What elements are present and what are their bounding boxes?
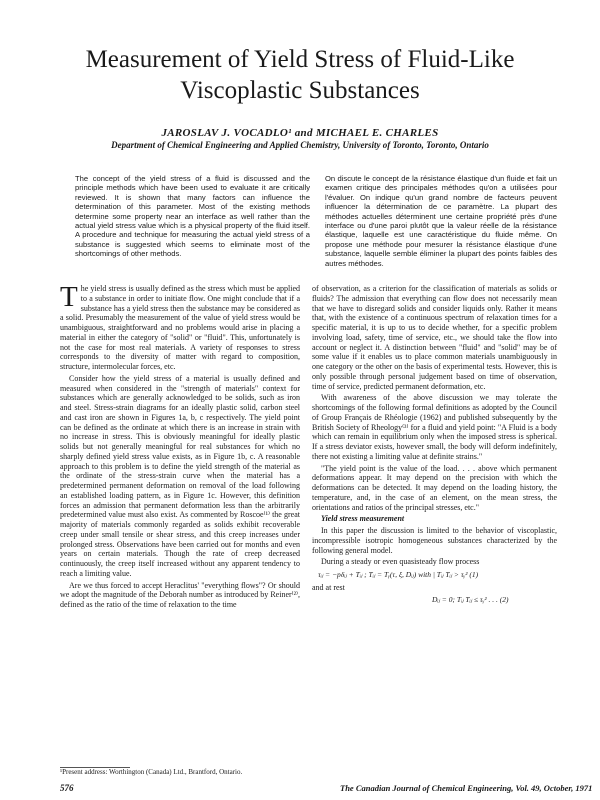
body-paragraph: of observation, as a criterion for the classification of materials as solids or fluids? The admission that everything can flow does not necessarily mean that we have to disregard solids and consider liquids only. Rather it means that, with the existence of a continuous spectrum of relaxation times for a specific material, it is up to us to decide whether, for a specific problem involving load, safety, time of service, etc., we should take the flow into account or neglect it. A distinction between "fluid" and "solid" may be of some value if it enables us to place common materials unambiguously in one category or the other on the basis of experimental tests. However, this is only possible through personal judgement based on time of observation, time of service, predicted permanent deformation, etc.: [312, 284, 557, 391]
page-number: 576: [60, 783, 74, 793]
body-paragraph: With awareness of the above discussion we may tolerate the shortcomings of the following formal definitions as adopted by the Council of Group Français de Rhéologie (1962) and published subsequently by the British Society of Rheology⁽³⁾ for a fluid and yield point: "A Fluid is a body which can remain in equilibrium only when the imposed stress is spherical. If a stress deviator exists, however small, the body will deform indefinitely, there not existing a limiting value at definite strains.": [312, 393, 557, 461]
footnote: ¹Present address: Worthington (Canada) Ltd., Brantford, Ontario.: [60, 768, 243, 776]
affiliation-line: Department of Chemical Engineering and Applied Chemistry, University of Toronto, Toronto, Ontario: [111, 140, 489, 150]
body-paragraph: In this paper the discussion is limited to the behavior of viscoplastic, incompressible isotropic homogeneous substances characterized by the following general model.: [312, 526, 557, 555]
section-heading: Yield stress measurement: [321, 514, 405, 524]
body-paragraph: During a steady or even quasisteady flow process: [321, 557, 480, 567]
journal-citation: The Canadian Journal of Chemical Engineering, Vol. 49, October, 1971: [340, 783, 593, 793]
body-paragraph: "The yield point is the value of the load. . . . above which permanent deformations appear. It may depend on the precision with which the deformations can be detected. It may depend on the loading history, the temperature, and, in the case of an element, on the mean stress, the orientations and ratios of the principal stresses, etc.": [312, 463, 557, 512]
equation-2: Dᵢⱼ = 0; Tᵢⱼ Tᵢⱼ ≤ τᵧ² . . . (2): [432, 594, 509, 604]
body-paragraph: Are we thus forced to accept Heraclitus' "everything flows"? Or should we adopt the magnitude of the Deborah number as introduced by Reiner⁽²⁾, defined as the ratio of the time of relaxation to the time: [60, 580, 300, 609]
abstract-french: On discute le concept de la résistance élastique d'un fluide et fait un examen critique des principales méthodes qu'on a utilisées pour l'évaluer. On indique qu'un grand nombre de facteurs peuvent influencer la détermination de ce paramètre. La plupart des méthodes actuelles déterminent une certaine propriété près d'une interface ou d'une paroi plutôt que la valeur réelle de la résistance élastique, laquelle est une caractéristique du fluide même. On propose une méthode pour mesurer la résistance élastique d'une substance, laquelle semble éliminer la plupart des points faibles des autres méthodes.: [325, 174, 557, 268]
body-paragraph: Consider how the yield stress of a material is usually defined and measured when considered in the "strength of materials" context for substances which are generally acknowledged to be solids, such as iron and steel. Stress-strain diagrams for an ideally plastic solid, carbon steel and cast iron are shown in Figures 1a, b, c respectively. The yield point can be defined as the ordinate at which there is an increase in strain with no increase in stress. This is obviously meaningful for ideally plastic solids but not generally meaningful for real substances for which no sharply defined yield stress value exists, as in Figure 1b, c. A reasonable approach to this problem is to define the yield strength of the material as the ordinate of the stress-strain curve when the material has a predetermined permanent deformation on removal of the load following an established loading pattern, as in Figure 1c. However, this definition forces an admission that permanent deformation less than the arbitrarily predetermined value must also exist. As commented by Roscoe⁽¹⁾ the great majority of materials commonly regarded as solids exhibit recoverable creep under small tensile or shear stress, and this creep increases under prolonged stress. Observations have been carried out for months and even years on certain materials. Though the rate of creep decreased continuously, the creep itself increased without any apparent tendency to reach a limiting value.: [60, 373, 300, 578]
author-line: JAROSLAV J. VOCADLO¹ and MICHAEL E. CHARLES: [161, 127, 439, 139]
drop-cap: T: [60, 281, 78, 313]
body-paragraph: and at rest: [312, 582, 345, 592]
body-column-right: [312, 284, 557, 604]
paragraph-text: he yield stress is usually defined as the stress which must be applied to a substance in order to initiate flow. One might conclude that if a substance has a yield stress then the substance may be considered as a solid. Presumably the measurement of the value of yield stress would be unambiguous, straightforward and no problems would arise in placing a material in either the category of "solid" or "fluid". This, unfortunately is not the case for most real materials. A variety of responses to stress corresponds to the diversity of matter with regard to composition, structure, intermolecular forces, etc.: [60, 284, 300, 371]
equation-1: τᵢⱼ = −pδᵢⱼ + Tᵢⱼ ; Tᵢⱼ = Tᵧ(τ, ξ, Dᵢⱼ) with | Tᵢⱼ Tᵢⱼ > τᵧ² (1): [318, 570, 479, 579]
paper-title: Measurement of Yield Stress of Fluid-Like Viscoplastic Substances: [85, 46, 515, 104]
body-column-left: [60, 281, 300, 612]
body-paragraph: [60, 281, 300, 372]
abstract-english: The concept of the yield stress of a fluid is discussed and the principle methods which have been used to evaluate it are critically reviewed. It is shown that many factors can influence the determination of this parameter. Most of the existing methods determine some property near an interface as well rather than the actual yield stress value which is a physical property of the fluid itself. A procedure and technique for measuring the actual yield stress of a substance is suggested which seems to eliminate most of the shortcomings of other methods.: [75, 174, 310, 259]
